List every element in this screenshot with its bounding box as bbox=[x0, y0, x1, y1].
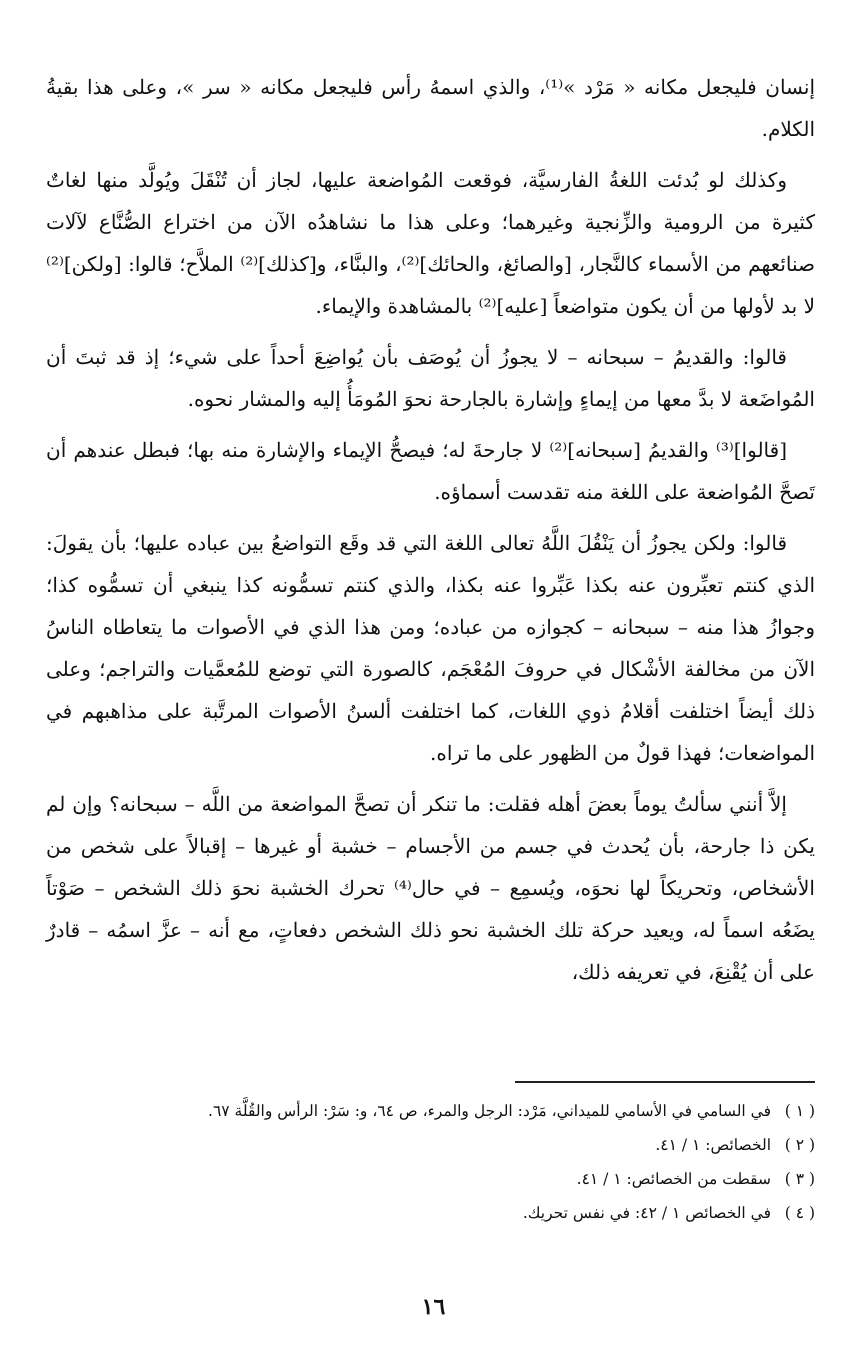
paragraph-1: إنسان فليجعل مكانه « مَرْد »⁽¹⁾، والذي اسمهُ رأس فليجعل مكانه « سر »، وعلى هذا بقيةُ الكلام. bbox=[46, 75, 816, 141]
paragraph-3: قالوا: والقديمُ – سبحانه – لا يجوزُ أن يُوصَف بأن يُواضِعَ أحداً على شيء؛ إذ قد ثبتَ أن المُواضَعة لا بدَّ معها من إيماءٍ وإشارة بالجارحة نحوَ المُومَأُ إليه والمشار نحوه. bbox=[46, 345, 815, 411]
paragraph-4: [قالوا]⁽³⁾ والقديمُ [سبحانه]⁽²⁾ لا جارحةَ له؛ فيصحُّ الإيماء والإشارة منه بها؛ فبطل عندهم أن تَصحَّ المُواضعة على اللغة منه تقدست أسماؤه. bbox=[46, 438, 815, 504]
footnote-text: في الخصائص ١ / ٤٢: في نفس تحريك. bbox=[522, 1204, 771, 1222]
page-number: ١٦ bbox=[421, 1294, 446, 1320]
footnote-text: الخصائص: ١ / ٤١. bbox=[655, 1136, 771, 1154]
footnote-text: سقطت من الخصائص: ١ / ٤١. bbox=[576, 1170, 771, 1188]
footnote-number: ( ٤ ) bbox=[784, 1204, 815, 1222]
paragraph-5: قالوا: ولكن يجوزُ أن يَنْقُلَ اللَّهُ تعالى اللغة التي قد وقَع التواضعُ بين عباده عليها؛ بأن يقولَ: الذي كنتم تعبِّرون عنه بكذا عَبِّروا عنه بكذا، والذي كنتم تسمُّونه كذا ينبغي أن تسمُّوه كذا؛ وجوازُ هذا منه – سبحانه – كجوازه من عباده؛ ومن هذا الذي في الأصوات ما يتعاطاه الناسُ الآن من مخالفة الأشْكال في حروفَ المُعْجَم، كالصورة التي توضع للمُعمَّيات والتراجم؛ وعلى ذلك أيضاً اختلفت أقلامُ ذوي اللغات، كما اختلفت ألسنُ الأصوات المرتَّبة على مذاهبهم في المواضعات؛ فهذا قولٌ من الظهور على ما تراه. bbox=[46, 531, 815, 765]
paragraph-2: وكذلك لو بُدئت اللغةُ الفارسيَّة، فوقعت المُواضعة عليها، لجاز أن تُنْقَلَ ويُولَّد منها لغاتٌ كثيرة من الرومية والزِّنجية وغيرهما؛ وعلى هذا ما نشاهدُه الآن من اختراع الصُّنَّاع لآلات صنائعهم من الأسماء كالنَّجار، [والصائغ، والحائك]⁽²⁾، والبنَّاء، و[كذلك]⁽²⁾ الملاَّح؛ قالوا: [ولكن]⁽²⁾ لا بد لأولها من أن يكون متواضعاً [عليه]⁽²⁾ بالمشاهدة والإيماء. bbox=[46, 168, 815, 318]
footnote-divider bbox=[515, 1081, 815, 1083]
footnote-1 bbox=[46, 1094, 815, 1128]
footnote-number: ( ٣ ) bbox=[784, 1170, 815, 1188]
footnote-3 bbox=[46, 1162, 815, 1196]
footnote-text: في السامي في الأسامي للميداني، مَرْد: الرجل والمرء، ص ٦٤، و: سَرْ: الرأس والقُلَّة ٦٧. bbox=[208, 1102, 771, 1120]
main-text bbox=[46, 66, 815, 1002]
footnote-number: ( ٢ ) bbox=[784, 1136, 815, 1154]
paragraph-6: إلاَّ أنني سألتُ يوماً بعضَ أهله فقلت: ما تنكر أن تصحَّ المواضعة من اللَّه – سبحانه؟ وإن لم يكن ذا جارحة، بأن يُحدث في جسم من الأجسام – خشبة أو غيرها – إقبالاً على شخص من الأشخاص، وتحريكاً لها نحوَه، ويُسمِع – في حال⁽⁴⁾ تحرك الخشبة نحوَ ذلك الشخص – صَوْتاً يضَعُه اسماً له، ويعيد حركة تلك الخشبة نحو ذلك الشخص دفعاتٍ، مع أنه – عزَّ اسمُه – قادرٌ على أن يُقْنِعَ، في تعريفه ذلك، bbox=[46, 792, 815, 984]
footnotes bbox=[46, 1094, 815, 1230]
footnote-number: ( ١ ) bbox=[784, 1102, 815, 1120]
footnote-4 bbox=[46, 1196, 815, 1230]
footnote-2 bbox=[46, 1128, 815, 1162]
